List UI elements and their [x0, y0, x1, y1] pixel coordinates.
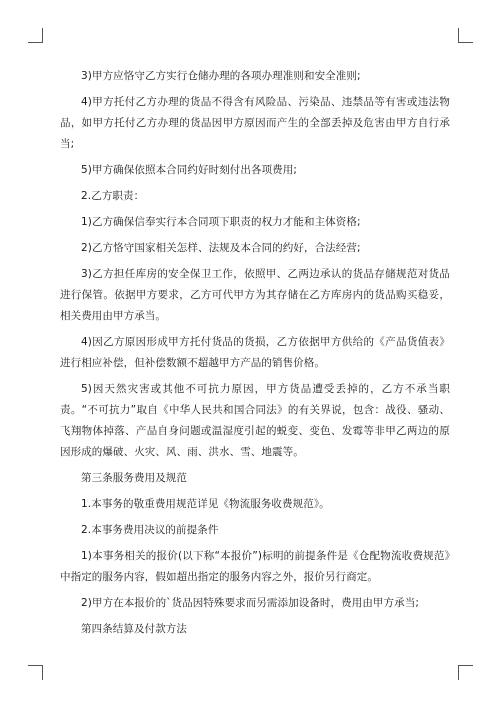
article-three-sub-1: 1)本事务相关的报价(以下称“本报价”)标明的前提条件是《仓配物流收费规范》中指定的服务内容，假如超出指定的服务内容之外，报价另行商定。	[60, 550, 450, 583]
document-body	[60, 66, 450, 645]
article-three-sub-2: 2)甲方在本报价的`货品因特殊要求而另需添加设备时，费用由甲方承当;	[81, 597, 419, 609]
article-three-heading: 第三条服务费用及规范	[81, 472, 187, 484]
crop-mark-top-left	[28, 28, 43, 43]
clause-party-a-4: 4)甲方托付乙方办理的货品不得含有风险品、污染品、违禁品等有害或违法物品，如甲方托付乙方办理的货品因甲方原因而产生的全部丢掉及危害由甲方自行承当;	[60, 96, 450, 150]
crop-mark-bottom-right	[458, 665, 473, 680]
clause-party-b-1: 1)乙方确保信奉实行本合同项下职责的权力才能和主体资格;	[81, 216, 361, 228]
crop-mark-top-right	[458, 28, 473, 43]
clause-party-a-3: 3)甲方应恪守乙方实行仓储办理的各项办理准则和安全准则;	[81, 70, 361, 82]
clause-party-b-3: 3)乙方担任库房的安全保卫工作，依照甲、乙两边承认的货品存储规范对货品进行保管。依据甲方要求，乙方可代甲方为其存储在乙方库房内的货品购买稳妥，相关费用由甲方承当。	[60, 268, 450, 322]
clause-party-a-5: 5)甲方确保依照本合同约好时刻付出各项费用;	[81, 164, 298, 176]
clause-party-b-2: 2)乙方恪守国家相关怎样、法规及本合同的约好，合法经营;	[81, 242, 361, 254]
article-three-item-1: 1.本事务的敬重费用规范详见《物流服务收费规范》。	[81, 498, 330, 510]
crop-mark-bottom-left	[28, 665, 43, 680]
article-three-item-2: 2.本事务费用决议的前提条件	[81, 524, 219, 536]
section-party-b-duties: 2.乙方职责：	[81, 190, 145, 202]
article-four-heading: 第四条结算及付款方法	[81, 623, 187, 635]
clause-party-b-4: 4)因乙方原因形成甲方托付货品的货损，乙方依据甲方供给的《产品货值表》进行相应补偿，但补偿数额不超越甲方产品的销售价格。	[60, 336, 450, 369]
clause-party-b-5: 5)因天然灾害或其他不可抗力原因，甲方货品遭受丢掉的，乙方不承当职责。“不可抗力”取自《中华人民共和国合同法》的有关界说，包含：战役、骚动、飞翔物体掉落、产品自身问题或温湿度引起的蜕变、变色、发霉等非甲乙两边的原因形成的爆破、火灾、风、雨、洪水、雪、地震等。	[60, 383, 450, 458]
